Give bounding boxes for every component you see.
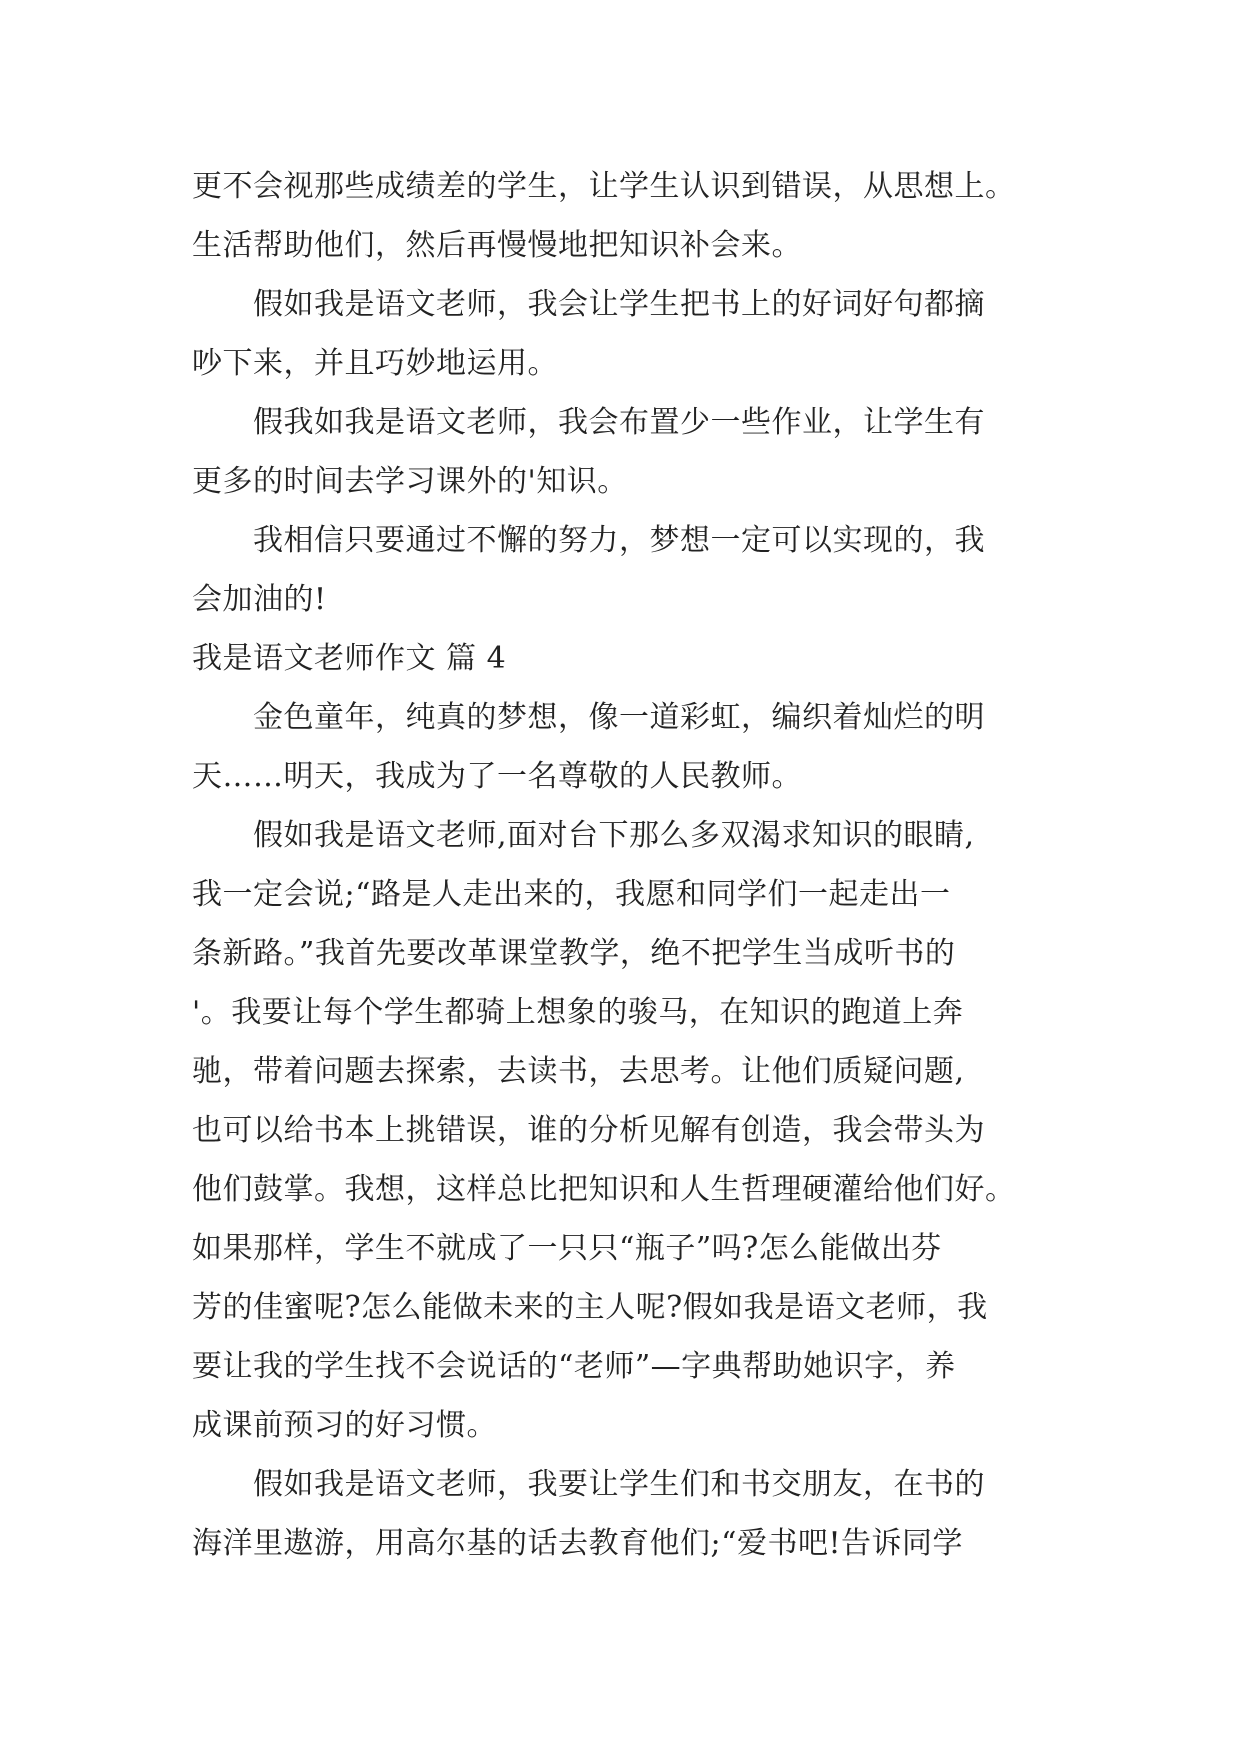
text-line: 成课前预习的好习惯。 <box>192 1408 497 1443</box>
text-line: 要让我的学生找不会说话的“老师”—字典帮助她识字，养 <box>192 1349 956 1384</box>
text-line: 海洋里遨游，用高尔基的话去教育他们;“爱书吧!告诉同学 <box>192 1526 963 1561</box>
text-line: 生活帮助他们，然后再慢慢地把知识补会来。 <box>192 228 802 263</box>
text-line: 条新路。”我首先要改革课堂教学，绝不把学生当成听书的 <box>192 936 956 971</box>
text-line: '。我要让每个学生都骑上想象的骏马，在知识的跑道上奔 <box>192 995 964 1030</box>
text-line: 天……明天，我成为了一名尊敬的人民教师。 <box>192 759 802 794</box>
text-line: 假如我是语文老师，我会让学生把书上的好词好句都摘 <box>192 287 985 322</box>
text-line: 如果那样，学生不就成了一只只“瓶子”吗?怎么能做出芬 <box>192 1231 942 1266</box>
text-line: 假如我是语文老师，我要让学生们和书交朋友，在书的 <box>192 1467 985 1502</box>
text-line: 驰，带着问题去探索，去读书，去思考。让他们质疑问题, <box>192 1054 965 1089</box>
text-line: 金色童年，纯真的梦想，像一道彩虹，编织着灿烂的明 <box>192 700 985 735</box>
text-line: 我一定会说;“路是人走出来的，我愿和同学们一起走出一 <box>192 877 951 912</box>
text-line: 芳的佳蜜呢?怎么能做未来的主人呢?假如我是语文老师，我 <box>192 1290 988 1325</box>
text-line: 吵下来，并且巧妙地运用。 <box>192 346 558 381</box>
document-body <box>192 157 1062 1573</box>
text-line: 更多的时间去学习课外的'知识。 <box>192 464 628 499</box>
text-line: 假我如我是语文老师，我会布置少一些作业，让学生有 <box>192 405 985 440</box>
text-line: 我相信只要通过不懈的努力，梦想一定可以实现的，我 <box>192 523 985 558</box>
text-line: 他们鼓掌。我想，这样总比把知识和人生哲理硬灌给他们好。 <box>192 1172 1016 1207</box>
text-line: 假如我是语文老师,面对台下那么多双渴求知识的眼睛, <box>192 818 975 853</box>
section-heading: 我是语文老师作文 篇 4 <box>192 641 507 676</box>
text-line: 更不会视那些成绩差的学生，让学生认识到错误，从思想上。 <box>192 169 1016 204</box>
text-line: 会加油的! <box>192 582 327 617</box>
text-line: 也可以给书本上挑错误，谁的分析见解有创造，我会带头为 <box>192 1113 985 1148</box>
